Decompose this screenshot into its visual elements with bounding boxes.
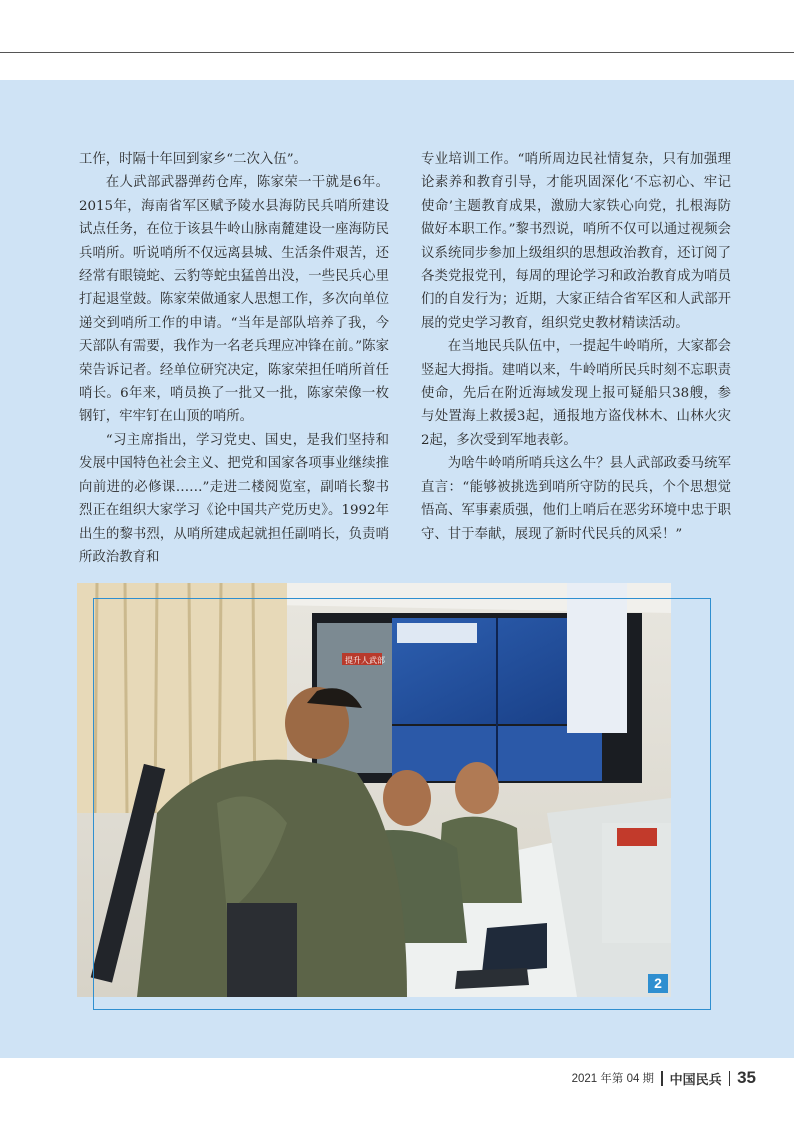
page-footer — [572, 1068, 756, 1088]
photo-number-badge: 2 — [648, 974, 668, 993]
footer-divider — [729, 1071, 731, 1086]
footer-issue: 2021 年第 04 期 — [571, 1073, 655, 1085]
paragraph: 专业培训工作。“哨所周边民社情复杂，只有加强理论素养和教育引导，才能巩固深化‘不忘初心、牢记使命’主题教育成果，激励大家铁心向党，扎根海防做好本职工作。”黎书烈说，哨所不仅可以通过视频会议系统同步参加上级组织的思想政治教育，还订阅了各类党报党刊，每周的理论学习和政治教育成为哨员们的自发行为；近期，大家正结合省军区和人武部开展的党史学习教育，组织党史教材精读活动。 — [421, 152, 731, 331]
article-photo — [77, 583, 671, 997]
footer-divider — [661, 1071, 663, 1086]
article-column-left — [79, 148, 389, 569]
svg-text:提升人武部: 提升人武部 — [345, 656, 385, 665]
header-rule — [0, 52, 794, 53]
paragraph: “习主席指出，学习党史、国史，是我们坚持和发展中国特色社会主义、把党和国家各项事业继续推向前进的必修课……”走进二楼阅览室，副哨长黎书烈正在组织大家学习《论中国共产党历史》。1992年出生的黎书烈，从哨所建成起就担任副哨长，负责哨所政治教育和 — [79, 432, 389, 565]
footer-magazine: 中国民兵 — [669, 1071, 722, 1087]
page-number: 35 — [737, 1068, 756, 1087]
paragraph: 为啥牛岭哨所哨兵这么牛？县人武部政委马统军直言：“能够被挑选到哨所守防的民兵，个个思想觉悟高、军事素质强，他们上哨后在恶劣环境中忠于职守、甘于奉献，展现了新时代民兵的风采！” — [421, 456, 731, 542]
photo-scene — [77, 583, 671, 997]
paragraph: 工作，时隔十年回到家乡“二次入伍”。 — [79, 152, 307, 167]
article-column-right — [421, 148, 731, 546]
paragraph: 在当地民兵队伍中，一提起牛岭哨所，大家都会竖起大拇指。建哨以来，牛岭哨所民兵时刻不忘职责使命，先后在附近海域发现上报可疑船只38艘，参与处置海上救援3起，通报地方盗伐林木、山林火灾2起，多次受到军地表彰。 — [421, 339, 731, 448]
paragraph: 在人武部武器弹药仓库，陈家荣一干就是6年。2015年，海南省军区赋予陵水县海防民兵哨所建设试点任务，在位于该县牛岭山脉南麓建设一座海防民兵哨所。听说哨所不仅远离县城、生活条件艰苦，还经常有眼镜蛇、云豹等蛇虫猛兽出没，一些民兵心里打起退堂鼓。陈家荣做通家人思想工作，多次向单位递交到哨所工作的申请。“当年是部队培养了我，今天部队有需要，我作为一名老兵理应冲锋在前。”陈家荣告诉记者。经单位研究决定，陈家荣担任哨所首任哨长。6年来，哨员换了一批又一批，陈家荣像一枚钢钉，牢牢钉在山顶的哨所。 — [79, 175, 389, 425]
